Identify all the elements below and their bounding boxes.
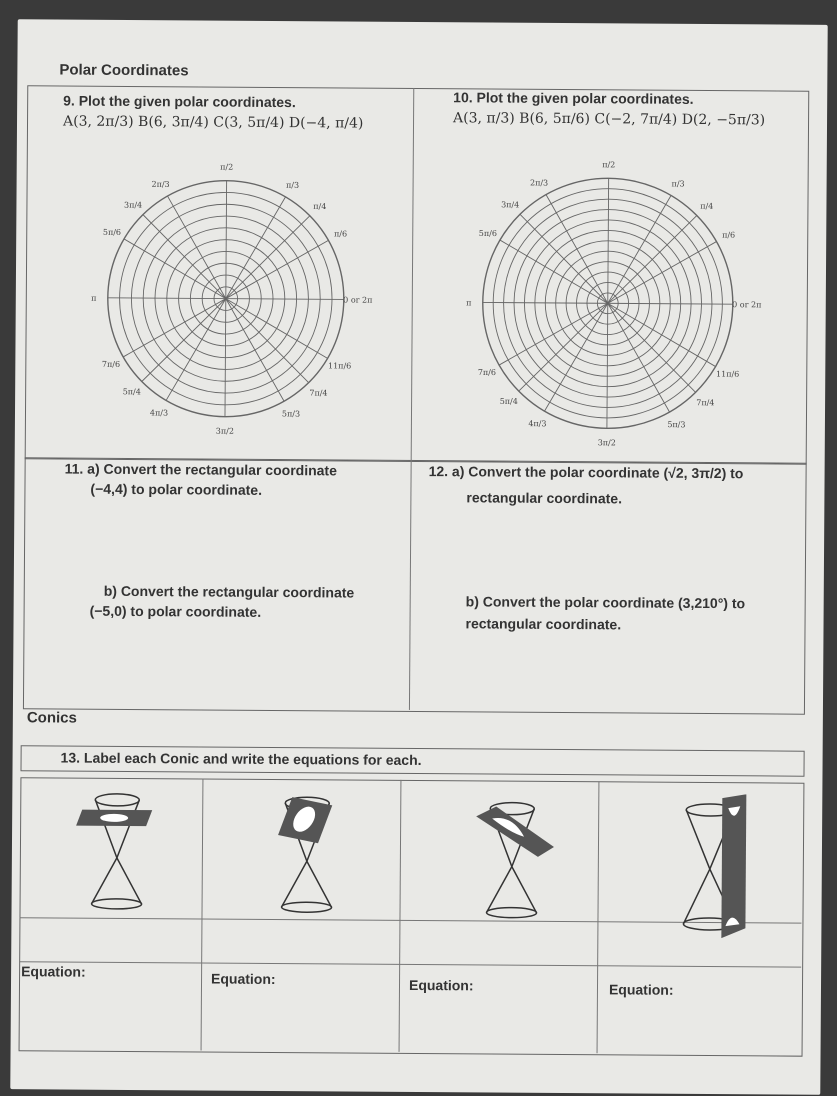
worksheet-page	[10, 19, 827, 1095]
q9-prompt: 9. Plot the given polar coordinates.	[63, 92, 296, 111]
angle-label: 2π/3	[151, 179, 170, 189]
conic-ellipse-figure	[261, 791, 352, 922]
angle-label: 11π/6	[327, 361, 352, 371]
angle-label: 0 or 2π	[343, 295, 373, 305]
angle-label: 3π/2	[597, 438, 616, 448]
angle-label: π/4	[700, 201, 714, 211]
angle-label: π/2	[602, 160, 616, 170]
conic-parabola-figure	[461, 796, 562, 927]
polar-grid-q10[interactable]	[445, 152, 767, 454]
angle-label: 3π/4	[124, 200, 143, 210]
q11b-line1: b) Convert the rectangular coordinate	[103, 582, 355, 601]
angle-label: π/3	[286, 180, 300, 190]
q12a-line1: 12. a) Convert the polar coordinate (√2, 3π/2) to	[428, 463, 744, 482]
q10-prompt: 10. Plot the given polar coordinates.	[453, 89, 694, 107]
q11b-line2: (−5,0) to polar coordinate.	[89, 602, 262, 620]
angle-label: 11π/6	[716, 369, 740, 379]
angle-label: 5π/4	[122, 387, 141, 397]
equation-label-3: Equation:	[408, 976, 474, 994]
angle-label: 7π/6	[477, 367, 497, 378]
angle-label: 5π/3	[281, 409, 301, 419]
q9-points: A(3, 2π/3) B(6, 3π/4) C(3, 5π/4) D(−4, π/4)	[62, 113, 364, 132]
angle-label: 5π/6	[478, 228, 497, 239]
equation-label-2: Equation:	[210, 970, 276, 988]
angle-label: 5π/4	[499, 396, 518, 406]
q11a-line2: (−4,4) to polar coordinate.	[90, 480, 263, 498]
q12a-line2: rectangular coordinate.	[466, 489, 623, 507]
q11a-line1: 11. a) Convert the rectangular coordinate	[64, 460, 337, 479]
angle-label: 7π/4	[309, 388, 328, 398]
section-title-conics: Conics	[26, 709, 77, 727]
angle-label: π/4	[313, 201, 327, 212]
angle-label: 3π/2	[215, 426, 234, 436]
angle-label: π/6	[334, 229, 348, 239]
angle-label: 7π/4	[696, 398, 715, 408]
angle-label: π/2	[220, 162, 234, 172]
angle-label: π	[91, 293, 97, 303]
angle-label: 0 or 2π	[732, 300, 762, 310]
angle-label: 4π/3	[528, 419, 547, 429]
angle-label: 3π/4	[501, 200, 520, 210]
angle-label: π/3	[671, 179, 685, 189]
angle-label: 4π/3	[149, 408, 169, 418]
q10-points: A(3, π/3) B(6, 5π/6) C(−2, 7π/4) D(2, −5π/3)	[453, 110, 766, 129]
section-title-polar: Polar Coordinates	[59, 61, 189, 80]
conic-circle-figure	[71, 788, 162, 919]
polar-grid-q9[interactable]	[75, 160, 377, 452]
equation-label-1: Equation:	[21, 963, 86, 980]
angle-label: π/6	[722, 230, 736, 240]
angle-label: 7π/6	[101, 359, 121, 369]
equation-label-4: Equation:	[608, 981, 674, 998]
angle-label: π	[466, 298, 472, 308]
angle-label: 2π/3	[530, 178, 549, 188]
angle-label: 5π/6	[102, 227, 122, 237]
q13-prompt: 13. Label each Conic and write the equations for each.	[60, 749, 422, 769]
conic-hyperbola-figure	[659, 794, 760, 945]
angle-label: 5π/3	[667, 420, 686, 430]
q12b-line2: rectangular coordinate.	[465, 615, 622, 633]
q12b-line1: b) Convert the polar coordinate (3,210°) to	[465, 593, 746, 612]
